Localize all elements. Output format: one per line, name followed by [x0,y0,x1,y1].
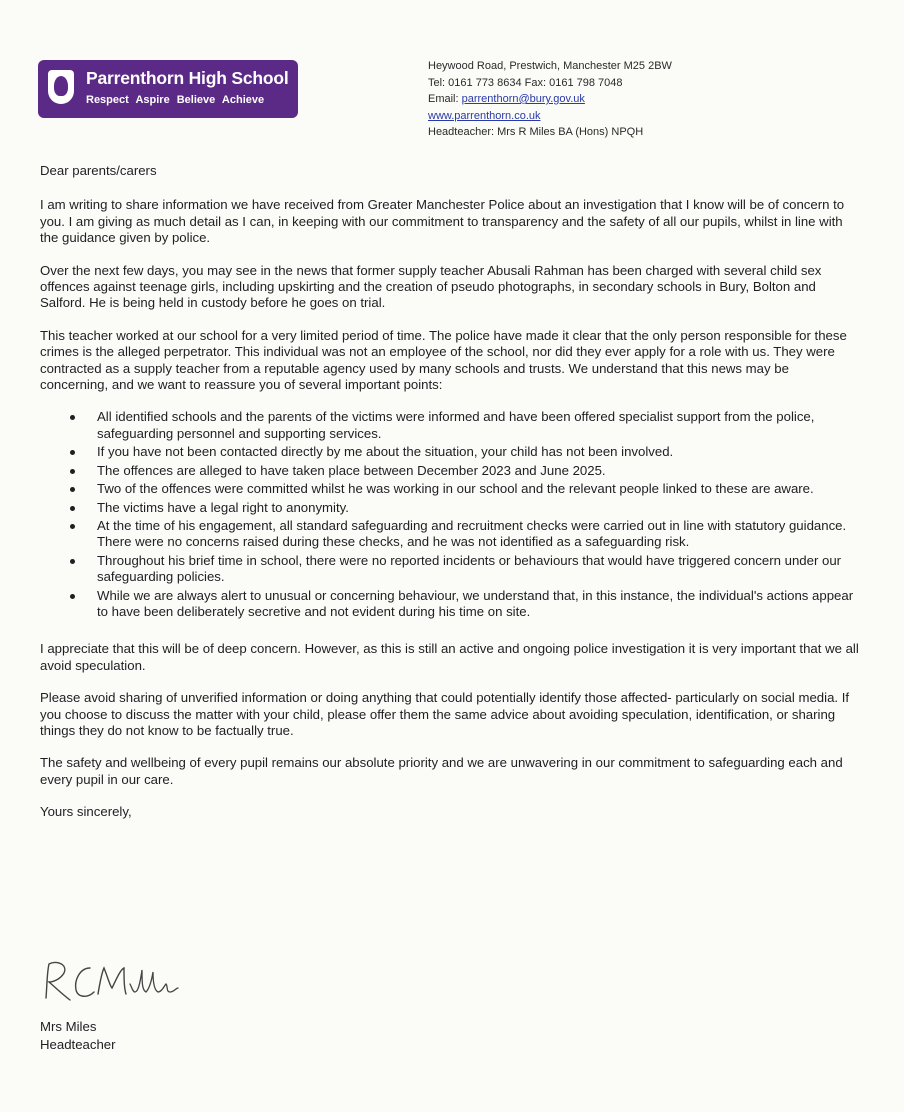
paragraph: Please avoid sharing of unverified information or doing anything that could potentially identify those affected- particularly on social media. If you choose to discuss the matter with your child, please offer them the same advice about avoiding speculation, identification, or sharing things they do not know to be factually true. [40,690,850,738]
contact-block [428,58,672,141]
handwritten-signature [38,958,188,1006]
letter-body [40,163,860,837]
headteacher-line: Headteacher: Mrs R Miles BA (Hons) NPQH [428,126,644,138]
school-address: Heywood Road, Prestwich, Manchester M25 2BW [428,60,672,72]
list-item: All identified schools and the parents of the victims were informed and have been offered specialist support from the police, safeguarding personnel and supporting services. [40,409,860,442]
list-item: While we are always alert to unusual or concerning behaviour, we understand that, in this instance, the individual's actions appear to have been deliberately secretive and not evident during his time on site. [40,588,860,621]
school-motto: Respect Aspire Believe Achieve [86,94,265,106]
signatory-name: Mrs Miles [40,1019,97,1034]
school-logo [38,60,298,118]
reassurance-list [40,409,860,620]
email-line [428,91,672,108]
paragraph: The safety and wellbeing of every pupil remains our absolute priority and we are unwavering in our commitment to safeguarding each and every pupil in our care. [40,755,843,787]
school-crest-icon [48,70,74,104]
paragraph: I appreciate that this will be of deep concern. However, as this is still an active and ongoing police investigation it is very important that we all avoid speculation. [40,641,859,673]
paragraph: This teacher worked at our school for a very limited period of time. The police have made it clear that the only person responsible for these crimes is the alleged perpetrator. This individual was not an employee of the school, nor did they ever apply for a role with us. They were contracted as a supply teacher from a reputable agency used by many schools and trusts. We understand that this news may be concerning, and we want to reassure you of several important points: [40,327,847,393]
salutation: Dear parents/carers [40,163,157,178]
phone-fax: Tel: 0161 773 8634 Fax: 0161 798 7048 [428,76,623,89]
list-item: The victims have a legal right to anonymity. [40,500,860,516]
email-label: Email: [428,93,462,105]
list-item: Throughout his brief time in school, there were no reported incidents or behaviours that would have triggered concern under our safeguarding policies. [40,553,860,586]
list-item: If you have not been contacted directly by me about the situation, your child has not been involved. [40,444,860,460]
school-name: Parrenthorn High School [86,68,289,88]
signatory [40,1018,116,1054]
email-link[interactable]: parrenthorn@bury.gov.uk [461,93,585,105]
signatory-title: Headteacher [40,1037,116,1052]
paragraph: Over the next few days, you may see in the news that former supply teacher Abusali Rahman has been charged with several child sex offences against teenage girls, including upskirting and the creation of pseudo photographs, in secondary schools in Bury, Bolton and Salford. He is being held in custody before he goes on trial. [40,262,822,311]
list-item: The offences are alleged to have taken place between December 2023 and June 2025. [40,463,860,479]
sign-off: Yours sincerely, [40,804,132,820]
list-item: At the time of his engagement, all standard safeguarding and recruitment checks were carried out in line with statutory guidance. There were no concerns raised during these checks, and he was not identified as a safeguarding risk. [40,518,860,551]
website-link[interactable]: www.parrenthorn.co.uk [428,109,541,122]
list-item: Two of the offences were committed whilst he was working in our school and the relevant people linked to these are aware. [40,481,860,497]
paragraph: I am writing to share information we have received from Greater Manchester Police about an investigation that I know will be of concern to you. I am giving as much detail as I can, in keeping with our commitment to transparency and the safety of all our pupils, whilst in line with the guidance given by police. [40,197,845,246]
